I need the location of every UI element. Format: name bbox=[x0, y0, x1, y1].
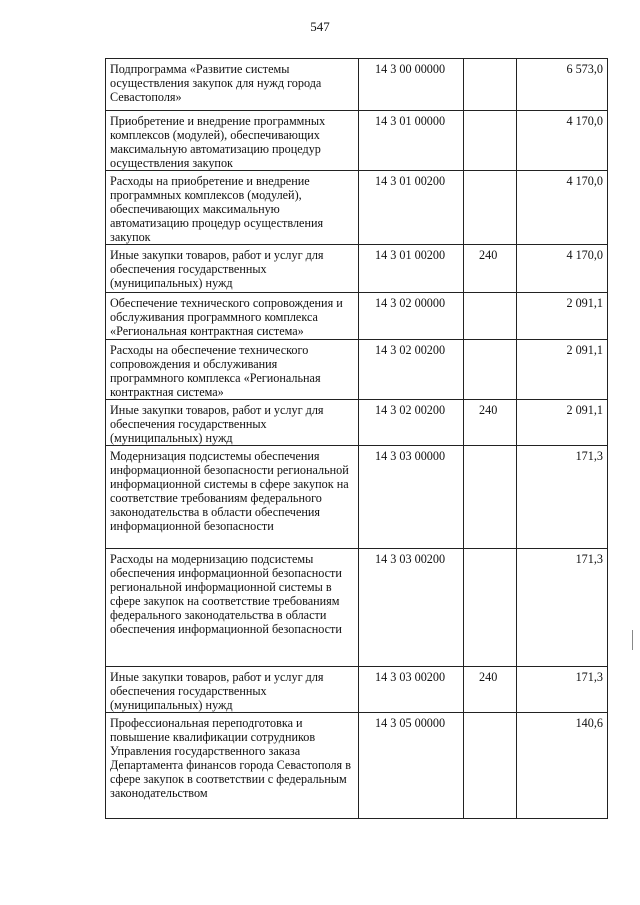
table-row bbox=[106, 245, 608, 293]
row-type bbox=[464, 293, 517, 340]
table-row bbox=[106, 446, 608, 549]
row-name: Подпрограмма «Развитие системы осуществления закупок для нужд города Севастополя» bbox=[106, 59, 359, 111]
row-amount: 171,3 bbox=[517, 667, 608, 713]
budget-table bbox=[105, 58, 608, 819]
row-amount: 2 091,1 bbox=[517, 340, 608, 400]
row-type bbox=[464, 713, 517, 819]
table-row bbox=[106, 713, 608, 819]
table-row bbox=[106, 293, 608, 340]
row-amount: 6 573,0 bbox=[517, 59, 608, 111]
row-code: 14 3 05 00000 bbox=[359, 713, 464, 819]
row-type bbox=[464, 446, 517, 549]
row-name: Иные закупки товаров, работ и услуг для обеспечения государственных (муниципальных) нужд bbox=[106, 667, 359, 713]
row-amount: 140,6 bbox=[517, 713, 608, 819]
table-row bbox=[106, 340, 608, 400]
table-row bbox=[106, 667, 608, 713]
row-name: Расходы на обеспечение технического сопровождения и обслуживания программного комплекса «Региональная контрактная система» bbox=[106, 340, 359, 400]
row-name: Расходы на модернизацию подсистемы обеспечения информационной безопасности региональной информационной системы в сфере закупок на соответствие требованиям федерального законодательства в области обеспечения информационной безопасности bbox=[106, 549, 359, 667]
row-code: 14 3 00 00000 bbox=[359, 59, 464, 111]
row-name: Иные закупки товаров, работ и услуг для обеспечения государственных (муниципальных) нужд bbox=[106, 245, 359, 293]
row-amount: 2 091,1 bbox=[517, 293, 608, 340]
row-name: Приобретение и внедрение программных комплексов (модулей), обеспечивающих максимальную автоматизацию процедур осуществления закупок bbox=[106, 111, 359, 171]
row-name: Профессиональная переподготовка и повышение квалификации сотрудников Управления государственного заказа Департамента финансов города Севастополя в сфере закупок в соответствии с федеральным законодательством bbox=[106, 713, 359, 819]
row-amount: 171,3 bbox=[517, 549, 608, 667]
row-code: 14 3 02 00200 bbox=[359, 400, 464, 446]
row-type bbox=[464, 549, 517, 667]
row-amount: 4 170,0 bbox=[517, 111, 608, 171]
row-amount: 2 091,1 bbox=[517, 400, 608, 446]
table-row bbox=[106, 59, 608, 111]
table-row bbox=[106, 111, 608, 171]
row-code: 14 3 03 00000 bbox=[359, 446, 464, 549]
row-amount: 171,3 bbox=[517, 446, 608, 549]
row-code: 14 3 01 00200 bbox=[359, 171, 464, 245]
row-type bbox=[464, 171, 517, 245]
row-type: 240 bbox=[464, 667, 517, 713]
row-amount: 4 170,0 bbox=[517, 245, 608, 293]
page-number: 547 bbox=[310, 19, 330, 34]
row-code: 14 3 03 00200 bbox=[359, 549, 464, 667]
row-type bbox=[464, 59, 517, 111]
row-type bbox=[464, 111, 517, 171]
row-type: 240 bbox=[464, 400, 517, 446]
row-code: 14 3 02 00000 bbox=[359, 293, 464, 340]
table-row bbox=[106, 400, 608, 446]
row-code: 14 3 01 00000 bbox=[359, 111, 464, 171]
row-code: 14 3 03 00200 bbox=[359, 667, 464, 713]
row-name: Обеспечение технического сопровождения и обслуживания программного комплекса «Региональная контрактная система» bbox=[106, 293, 359, 340]
row-amount: 4 170,0 bbox=[517, 171, 608, 245]
table-row bbox=[106, 171, 608, 245]
row-code: 14 3 01 00200 bbox=[359, 245, 464, 293]
row-name: Модернизация подсистемы обеспечения информационной безопасности региональной информационной системы в сфере закупок на соответствие требованиям федерального законодательства в области обеспечения информационной безопасности bbox=[106, 446, 359, 549]
row-name: Иные закупки товаров, работ и услуг для обеспечения государственных (муниципальных) нужд bbox=[106, 400, 359, 446]
row-type bbox=[464, 340, 517, 400]
row-name: Расходы на приобретение и внедрение программных комплексов (модулей), обеспечивающих максимальную автоматизацию процедур осуществления закупок bbox=[106, 171, 359, 245]
scan-artifact-line bbox=[632, 630, 633, 650]
row-code: 14 3 02 00200 bbox=[359, 340, 464, 400]
table-row bbox=[106, 549, 608, 667]
row-type: 240 bbox=[464, 245, 517, 293]
